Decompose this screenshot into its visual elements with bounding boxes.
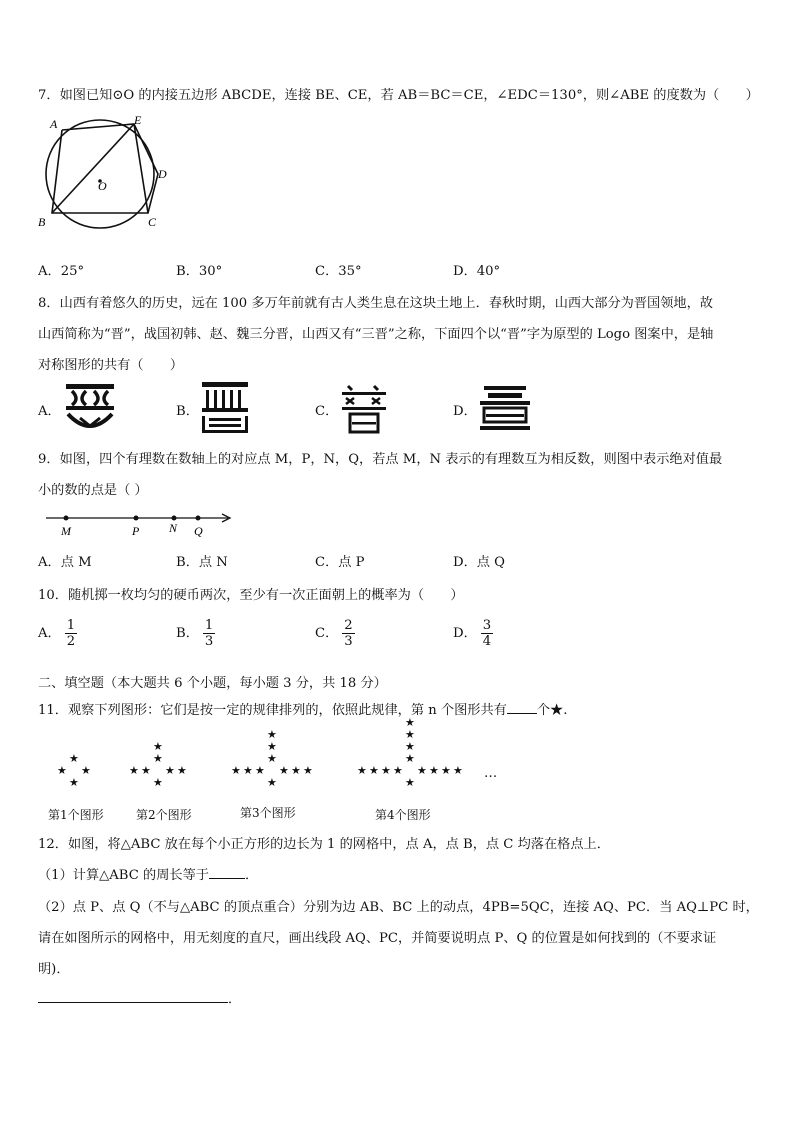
q8-line1: 8．山西有着悠久的历史，远在 100 多万年前就有古人类生息在这块土地上．春秋时期，山西大部分为晋国领地，故 [38, 296, 713, 311]
star-icon: ★ [267, 776, 277, 789]
star-icon: ★ [69, 752, 79, 765]
q10-option-a: A． $\frac{1}{2}$ [38, 618, 76, 649]
q8-option-a: A． [38, 404, 61, 419]
axis-label-n: N [169, 521, 178, 535]
figure-caption-1: 第1个图形 [48, 808, 104, 822]
q10-option-c: C． $\frac{2}{3}$ [315, 618, 353, 649]
star-icon: ★ [129, 764, 139, 777]
star-icon: ★ [177, 764, 187, 777]
q12-answer-line: ． [38, 988, 241, 1007]
q8-line3: 对称图形的共有（ ） [38, 358, 184, 373]
q9-option-b: B．点 N [176, 555, 228, 570]
star-icon: ★ [429, 764, 439, 777]
star-icon: ★ [357, 764, 367, 777]
star-icon: ★ [69, 776, 79, 789]
section-heading: 二、填空题（本大题共 6 个小题，每小题 3 分，共 18 分） [38, 676, 387, 691]
q12-sub2-line1: （2）点 P、点 Q（不与△ABC 的顶点重合）分别为边 AB、BC 上的动点，4PB=5QC，连接 AQ、PC．当 AQ⊥PC 时， [38, 900, 759, 915]
ellipsis: … [484, 766, 498, 781]
q9-line2: 小的数的点是（ ） [38, 483, 148, 498]
q7-label-o: O [98, 179, 107, 193]
star-icon: ★ [441, 764, 451, 777]
q9-number-line [44, 508, 234, 538]
q9-option-d: D．点 Q [453, 555, 505, 570]
star-icon: ★ [405, 752, 415, 765]
q8-option-d: D． [453, 404, 477, 419]
q10-option-d: D． $\frac{3}{4}$ [453, 618, 492, 649]
q7-label-e: E [134, 113, 142, 127]
q10-option-b: B． $\frac{1}{3}$ [176, 618, 214, 649]
star-icon: ★ [267, 752, 277, 765]
q9-line1: 9．如图，四个有理数在数轴上的对应点 M，P，N，Q，若点 M，N 表示的有理数互为相反数，则图中表示绝对值最 [38, 452, 723, 467]
star-icon: ★ [267, 740, 277, 753]
axis-label-q: Q [194, 524, 203, 538]
q9-option-a: A．点 M [38, 555, 92, 570]
star-icon: ★ [279, 764, 289, 777]
q7-option-b: B．30° [176, 264, 223, 279]
q12-line1: 12．如图，将△ABC 放在每个小正方形的边长为 1 的网格中，点 A，点 B，点 C 均落在格点上． [38, 837, 610, 852]
star-icon: ★ [153, 752, 163, 765]
star-icon: ★ [405, 776, 415, 789]
q8-option-b: B． [176, 404, 199, 419]
star-icon: ★ [405, 728, 415, 741]
star-icon: ★ [303, 764, 313, 777]
star-icon: ★ [369, 764, 379, 777]
jin-logo-c-image [338, 382, 390, 434]
star-icon: ★ [417, 764, 427, 777]
jin-logo-a-image [62, 382, 118, 434]
star-icon: ★ [165, 764, 175, 777]
star-icon: ★ [405, 740, 415, 753]
q7-option-c: C．35° [315, 264, 362, 279]
star-icon: ★ [405, 716, 415, 729]
jin-logo-b-image [200, 380, 250, 434]
star-icon: ★ [141, 764, 151, 777]
q12-sub2-line2: 请在如图所示的网格中，用无刻度的直尺，画出线段 AQ、PC，并简要说明点 P、Q 的位置是如何找到的（不要求证 [38, 931, 717, 946]
q7-option-a: A．25° [38, 264, 85, 279]
q7-option-d: D．40° [453, 264, 501, 279]
star-icon: ★ [393, 764, 403, 777]
figure-caption-3: 第3个图形 [240, 806, 296, 820]
q7-label-b: B [38, 215, 46, 229]
figure-caption-2: 第2个图形 [136, 808, 192, 822]
star-icon: ★ [231, 764, 241, 777]
q7-label-d: D [158, 167, 167, 181]
star-icon: ★ [267, 728, 277, 741]
q7-label-a: A [50, 117, 58, 131]
q9-option-c: C．点 P [315, 555, 365, 570]
q7-text: 7．如图已知⊙O 的内接五边形 ABCDE，连接 BE、CE，若 AB＝BC＝CE，∠EDC＝130°，则∠ABE 的度数为（ ） [38, 88, 759, 103]
q11-text: 11．观察下列图形：它们是按一定的规律排列的，依照此规律，第 n 个图形共有 个★. [38, 703, 568, 718]
star-icon: ★ [255, 764, 265, 777]
q12-sub2-line3: 明)． [38, 962, 70, 977]
star-icon: ★ [153, 740, 163, 753]
q8-option-c: C． [315, 404, 339, 419]
q7-label-c: C [148, 215, 157, 229]
star-icon: ★ [291, 764, 301, 777]
star-icon: ★ [57, 764, 67, 777]
q8-line2: 山西简称为“晋”，战国初韩、赵、魏三分晋，山西又有“三晋”之称，下面四个以“晋”字为原型的 Logo 图案中，是轴 [38, 327, 714, 342]
q7-circle-figure [34, 112, 174, 236]
star-icon: ★ [81, 764, 91, 777]
jin-logo-d-image [478, 384, 532, 432]
axis-label-m: M [61, 524, 71, 538]
axis-label-p: P [132, 524, 140, 538]
q12-sub1: （1）计算△ABC 的周长等于 ． [38, 868, 259, 883]
q10-text: 10．随机掷一枚均匀的硬币两次，至少有一次正面朝上的概率为（ ） [38, 588, 464, 603]
star-icon: ★ [381, 764, 391, 777]
star-icon: ★ [153, 776, 163, 789]
star-icon: ★ [243, 764, 253, 777]
figure-caption-4: 第4个图形 [375, 808, 431, 822]
star-icon: ★ [453, 764, 463, 777]
